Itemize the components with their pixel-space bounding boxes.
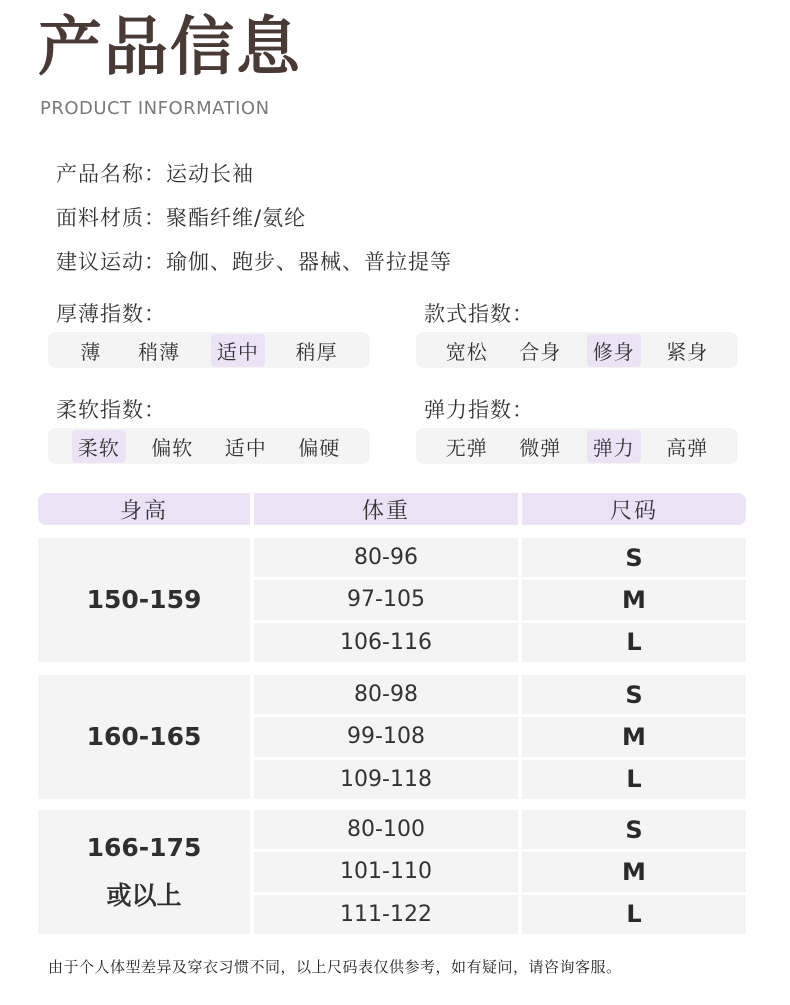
thickness-index-bar (48, 332, 370, 368)
info-material (56, 202, 306, 232)
softness-index-label: 柔软指数： (56, 398, 166, 422)
height-range-cell (38, 810, 250, 934)
softness-option: 适中 (224, 435, 267, 460)
info-product-name (56, 158, 254, 188)
weight-cell: 97-105 (254, 580, 518, 619)
size-cell: S (522, 810, 746, 849)
size-column (522, 810, 746, 934)
elasticity-option: 微弹 (519, 435, 562, 460)
size-group (38, 675, 746, 799)
thickness-index-label: 厚薄指数： (56, 302, 166, 326)
weight-cell: 101-110 (254, 852, 518, 891)
height-range: 150-159 (86, 585, 202, 614)
elasticity-option: 无弹 (445, 435, 488, 460)
weight-column (254, 810, 518, 934)
elasticity-option: 弹力 (587, 430, 641, 463)
size-cell: S (522, 538, 746, 577)
size-cell: L (522, 895, 746, 934)
weight-cell: 80-100 (254, 810, 518, 849)
thickness-option: 稍薄 (138, 339, 181, 364)
thickness-option: 稍厚 (295, 339, 338, 364)
info-sports (56, 246, 452, 276)
size-column (522, 538, 746, 662)
style-index-label: 款式指数： (424, 302, 534, 326)
weight-column (254, 675, 518, 799)
elasticity-index-label: 弹力指数： (424, 398, 534, 422)
height-range: 160-165 (86, 722, 202, 751)
softness-option: 偏硬 (298, 435, 341, 460)
size-cell: L (522, 760, 746, 799)
size-column (522, 675, 746, 799)
weight-cell: 99-108 (254, 717, 518, 756)
size-cell: M (522, 717, 746, 756)
thickness-option: 适中 (211, 334, 265, 367)
size-group (38, 538, 746, 662)
height-range-suffix: 或以上 (106, 881, 182, 910)
height-range-cell (38, 538, 250, 662)
info-label: 面料材质： (56, 206, 166, 230)
weight-cell: 109-118 (254, 760, 518, 799)
info-value: 聚酯纤维/氨纶 (166, 206, 307, 230)
info-label: 产品名称： (56, 162, 166, 186)
weight-cell: 106-116 (254, 623, 518, 662)
weight-column (254, 538, 518, 662)
page-title: 产品信息 (38, 11, 302, 85)
size-cell: S (522, 675, 746, 714)
elasticity-option: 高弹 (666, 435, 709, 460)
header-weight: 体重 (254, 493, 518, 525)
size-cell: L (522, 623, 746, 662)
style-option: 合身 (519, 339, 562, 364)
size-cell: M (522, 852, 746, 891)
info-value: 瑜伽、跑步、器械、普拉提等 (166, 250, 452, 274)
info-label: 建议运动： (56, 250, 166, 274)
header-height: 身高 (38, 493, 250, 525)
thickness-option: 薄 (80, 339, 102, 364)
style-index-bar (416, 332, 738, 368)
softness-option: 柔软 (72, 430, 126, 463)
page-subtitle: PRODUCT INFORMATION (40, 98, 270, 119)
style-option: 宽松 (445, 339, 488, 364)
style-option: 修身 (587, 334, 641, 367)
info-value: 运动长袖 (166, 162, 254, 186)
weight-cell: 111-122 (254, 895, 518, 934)
weight-cell: 80-96 (254, 538, 518, 577)
size-group (38, 810, 746, 934)
softness-option: 偏软 (151, 435, 194, 460)
softness-index-bar (48, 428, 370, 464)
footer-note: 由于个人体型差异及穿衣习惯不同，以上尺码表仅供参考，如有疑问，请咨询客服。 (48, 958, 622, 976)
elasticity-index-bar (416, 428, 738, 464)
height-range-cell (38, 675, 250, 799)
height-range: 166-175 (86, 833, 202, 862)
weight-cell: 80-98 (254, 675, 518, 714)
style-option: 紧身 (666, 339, 709, 364)
size-cell: M (522, 580, 746, 619)
header-size: 尺码 (522, 493, 746, 525)
size-table-header (38, 493, 746, 525)
